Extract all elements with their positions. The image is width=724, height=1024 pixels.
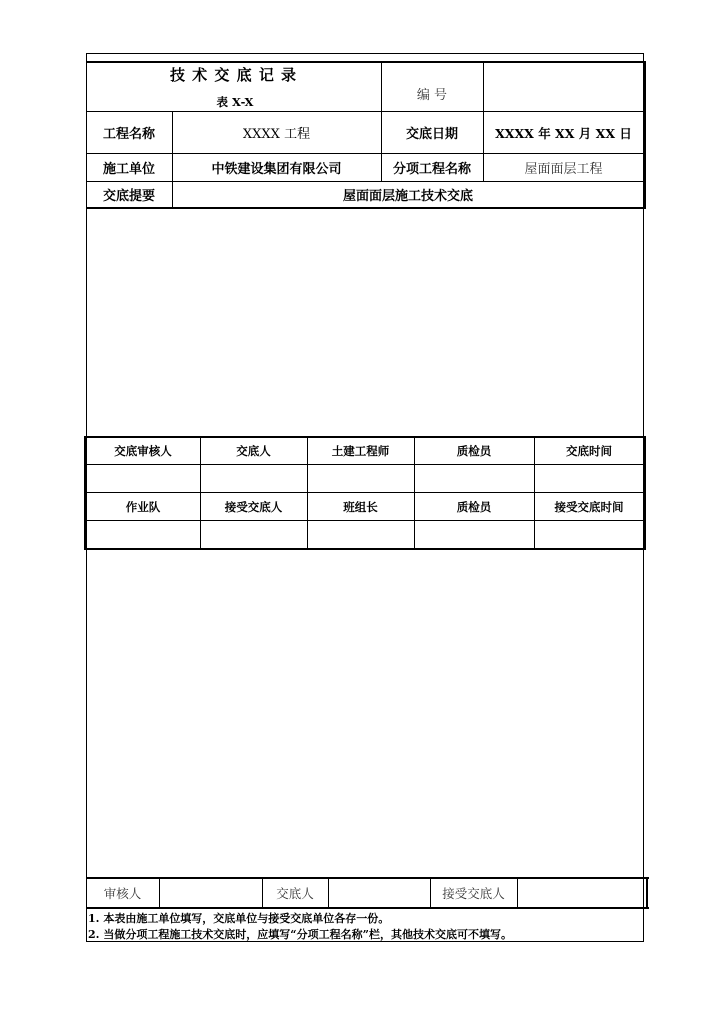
team-leader-header: 班组长 — [343, 499, 378, 514]
summary-label: 交底提要 — [102, 189, 155, 204]
briefer-header: 交底人 — [236, 444, 271, 458]
civil-engineer-sign-cell[interactable] — [307, 465, 414, 492]
number-label: 编 号 — [416, 87, 448, 103]
reviewer-header: 交底审核人 — [114, 444, 172, 458]
inspector-sign-cell[interactable] — [414, 465, 534, 492]
civil-engineer-header: 土建工程师 — [331, 444, 390, 458]
briefing-time-cell[interactable] — [534, 465, 644, 492]
sign-table-bottom — [84, 548, 646, 550]
footer-reviewer-label: 审核人 — [103, 886, 142, 901]
info-bottom-border — [86, 207, 646, 209]
inspector-2-sign-cell[interactable] — [414, 521, 534, 548]
briefing-time-header: 交底时间 — [566, 444, 612, 458]
note-1: 1. 本表由施工单位填写，交底单位与接受交底单位各存一份。 — [88, 912, 390, 925]
footer-recipient-label: 接受交底人 — [442, 886, 505, 901]
footer-briefer-sign[interactable] — [329, 879, 430, 907]
contractor-value[interactable]: 中铁建设集团有限公司 — [211, 162, 342, 177]
work-team-sign-cell[interactable] — [86, 521, 200, 548]
footer-recipient-sign[interactable] — [518, 879, 646, 907]
receive-time-header: 接受交底时间 — [554, 499, 624, 514]
form-code: 表 X-X — [216, 95, 254, 109]
briefing-date-label: 交底日期 — [405, 127, 458, 142]
header-right-border — [644, 61, 646, 209]
briefing-date-value[interactable]: XXXX 年 XX 月 XX 日 — [495, 125, 632, 141]
note-2: 2. 当做分项工程施工技术交底时，应填写“分项工程名称”栏，其他技术交底可不填写。 — [88, 928, 512, 941]
inspector-header: 质检员 — [456, 444, 492, 458]
footer-bottom-border — [86, 907, 649, 909]
form-title: 技 术 交 底 记 录 — [169, 65, 298, 84]
inspector-2-header: 质检员 — [456, 499, 492, 514]
team-leader-sign-cell[interactable] — [307, 521, 414, 548]
summary-value[interactable]: 屋面面层施工技术交底 — [342, 189, 473, 204]
footer-right-border — [646, 877, 648, 909]
contractor-label: 施工单位 — [102, 162, 155, 177]
number-value[interactable] — [483, 62, 643, 110]
footer-reviewer-sign[interactable] — [160, 879, 262, 907]
recipient-sign-cell[interactable] — [200, 521, 307, 548]
recipient-header: 接受交底人 — [224, 499, 283, 514]
sign-table-right — [644, 436, 646, 550]
reviewer-sign-cell[interactable] — [86, 465, 200, 492]
work-team-header: 作业队 — [125, 499, 161, 514]
subproject-value[interactable]: 屋面面层工程 — [524, 162, 603, 177]
project-name-value[interactable]: XXXX 工程 — [242, 127, 311, 142]
briefer-sign-cell[interactable] — [200, 465, 307, 492]
footer-briefer-label: 交底人 — [276, 886, 314, 901]
project-name-label: 工程名称 — [102, 127, 155, 142]
subproject-label: 分项工程名称 — [392, 162, 471, 177]
receive-time-cell[interactable] — [534, 521, 644, 548]
